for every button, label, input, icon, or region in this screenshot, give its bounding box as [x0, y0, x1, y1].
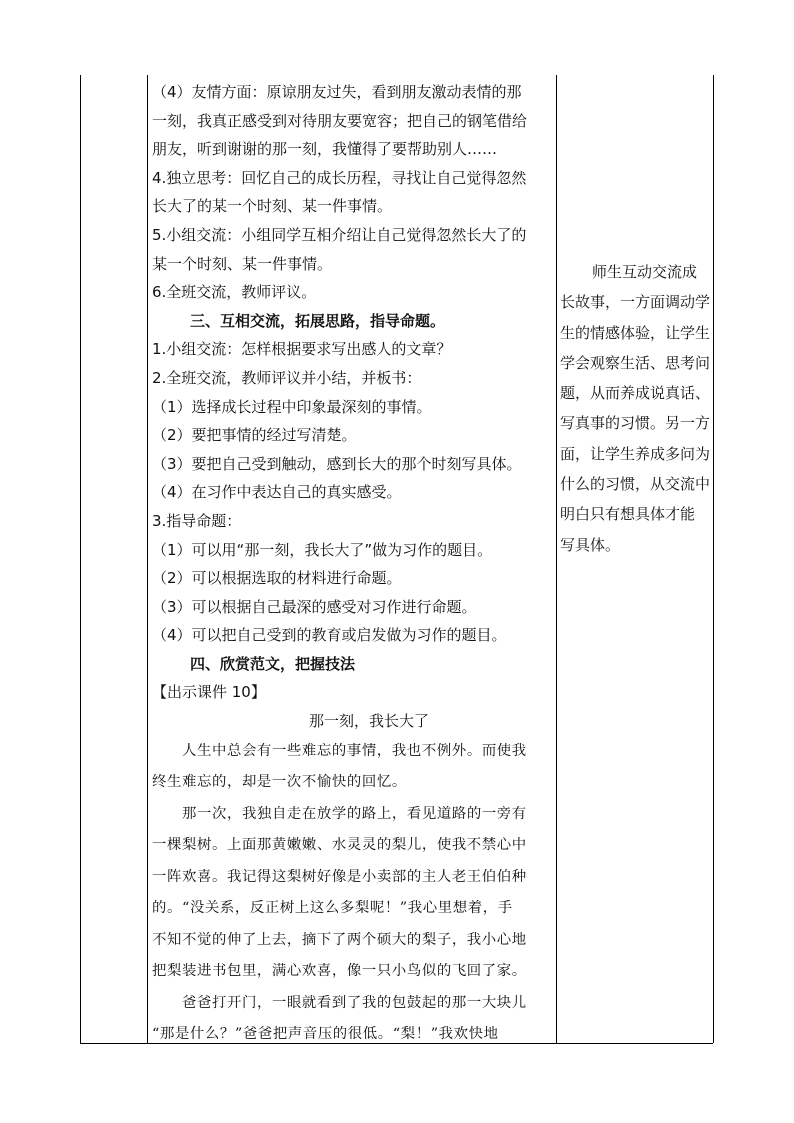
essay-line: 一阵欢喜。我记得这梨树好像是小卖部的主人老王伯伯种	[152, 868, 527, 885]
essay-line: 那一次，我独自走在放学的路上，看见道路的一旁有	[182, 805, 527, 822]
essay-line: 爸爸打开门，一眼就看到了我的包鼓起的那一大块儿	[182, 994, 527, 1011]
content-line: （4）友情方面：原谅朋友过失，看到朋友激动表情的那	[152, 83, 522, 101]
content-line: 1.小组交流：怎样根据要求写出感人的文章？	[152, 340, 452, 359]
content-line: （4）可以把自己受到的教育或启发做为习作的题目。	[152, 626, 507, 645]
content-line: 5.小组交流：小组同学互相介绍让自己觉得忽然长大了的	[152, 225, 527, 244]
table-border-col2	[556, 75, 557, 1043]
content-line: （1）选择成长过程中印象最深刻的事情。	[152, 397, 432, 416]
note-line: 写真事的习惯。另一方	[560, 414, 711, 433]
note-line: 写具体。	[560, 535, 621, 554]
teaching-content-cell	[152, 78, 556, 1051]
section-heading-3: 三、互相交流，拓展思路，指导命题。	[190, 311, 446, 330]
section-heading-4: 四、欣赏范文，把握技法	[190, 654, 356, 673]
design-intent-cell	[558, 257, 712, 560]
content-line: 6.全班交流，教师评议。	[152, 283, 317, 302]
content-line: 4.独立思考：回忆自己的成长历程，寻找让自己觉得忽然	[152, 168, 527, 187]
content-line: 3.指导命题：	[152, 511, 242, 530]
essay-line: 终生难忘的，却是一次不愉快的回忆。	[152, 774, 407, 791]
note-line: 长故事，一方面调动学	[560, 293, 711, 312]
essay-line: 的。“没关系，反正树上这么多梨呢！”我心里想着，手	[152, 900, 513, 917]
note-line: 生的情感体验，让学生	[560, 323, 711, 342]
essay-line: 不知不觉的伸了上去，摘下了两个硕大的梨子，我小心地	[152, 931, 527, 948]
courseware-label: 【出示课件 10】	[152, 683, 266, 702]
table-border-right	[713, 75, 714, 1043]
note-line: 学会观察生活、思考问	[560, 353, 711, 372]
content-line: （4）在习作中表达自己的真实感受。	[152, 483, 402, 502]
note-line: 师生互动交流成	[592, 263, 698, 281]
note-line: 题，从而养成说真话、	[560, 384, 711, 403]
content-line: 一刻，我真正感受到对待朋友要宽容；把自己的钢笔借给	[152, 111, 528, 130]
content-line: 某一个时刻、某一件事情。	[152, 254, 333, 273]
essay-line: 人生中总会有一些难忘的事情，我也不例外。而使我	[182, 742, 527, 759]
note-line: 什么的习惯，从交流中	[560, 475, 711, 494]
content-line: （2）要把事情的经过写清楚。	[152, 426, 357, 445]
essay-line: 把梨装进书包里，满心欢喜，像一只小鸟似的飞回了家。	[152, 963, 527, 980]
note-line: 面，让学生养成多问为	[560, 444, 711, 463]
content-line: （1）可以用“那一刻，我长大了”做为习作的题目。	[152, 540, 493, 559]
essay-title: 那一刻，我长大了	[308, 712, 429, 731]
content-line: （3）要把自己受到触动，感到长大的那个时刻写具体。	[152, 454, 522, 473]
essay-line: “那是什么？”爸爸把声音压的很低。“梨！”我欢快地	[152, 1026, 499, 1043]
content-line: 朋友，听到谢谢的那一刻，我懂得了要帮助别人……	[152, 140, 498, 159]
content-line: 2.全班交流，教师评议并小结，并板书：	[152, 368, 422, 387]
table-border-col1	[147, 75, 148, 1043]
content-line: （3）可以根据自己最深的感受对习作进行命题。	[152, 597, 477, 616]
table-border-left	[80, 75, 81, 1043]
content-line: （2）可以根据选取的材料进行命题。	[152, 569, 402, 588]
content-line: 长大了的某一个时刻、某一件事情。	[152, 197, 393, 216]
essay-line: 一棵梨树。上面那黄嫩嫩、水灵灵的梨儿，使我不禁心中	[152, 837, 527, 854]
note-line: 明白只有想具体才能	[560, 505, 696, 524]
